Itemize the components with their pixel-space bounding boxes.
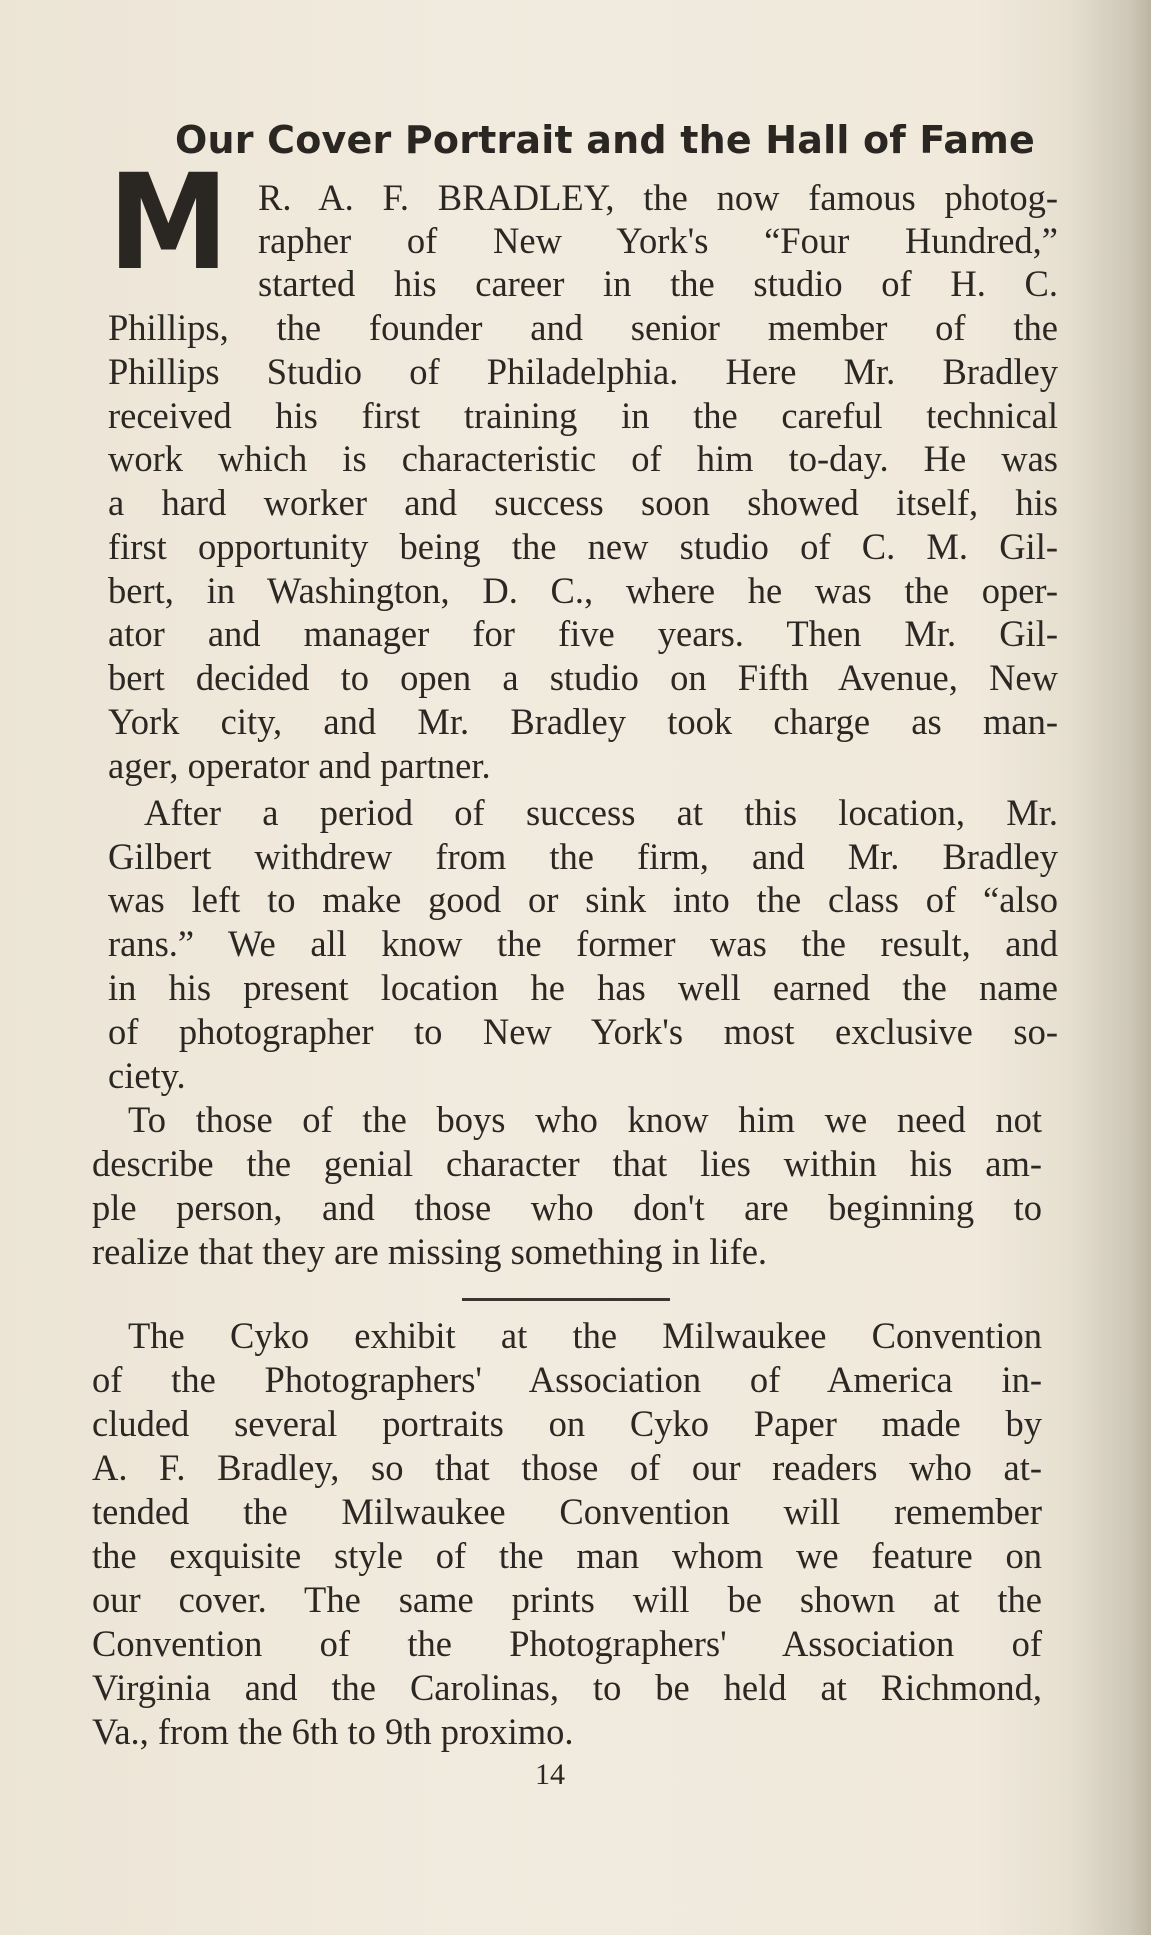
text-line: ager, operator and partner. xyxy=(108,745,491,786)
text-line: R. A. F. BRADLEY, the now famous photog- xyxy=(258,177,1058,218)
text-line: work which is characteristic of him to-day. He was xyxy=(108,438,1058,479)
text-line: ciety. xyxy=(108,1055,186,1096)
text-line: the exquisite style of the man whom we feature on xyxy=(92,1535,1042,1576)
text-line: started his career in the studio of H. C. xyxy=(258,263,1058,304)
text-line: A. F. Bradley, so that those of our readers who at- xyxy=(92,1447,1042,1488)
text-line: Convention of the Photographers' Association of xyxy=(92,1623,1042,1664)
text-line: a hard worker and success soon showed itself, his xyxy=(108,482,1058,523)
text-line: Phillips, the founder and senior member of the xyxy=(108,307,1058,348)
text-line: of photographer to New York's most exclusive so- xyxy=(108,1011,1058,1052)
text-line: rapher of New York's “Four Hundred,” xyxy=(258,220,1058,261)
text-line: Va., from the 6th to 9th proximo. xyxy=(92,1711,574,1752)
text-line: ator and manager for five years. Then Mr. Gil- xyxy=(108,613,1058,654)
section-divider xyxy=(462,1298,670,1301)
text-line: Virginia and the Carolinas, to be held at Richmond, xyxy=(92,1667,1042,1708)
text-line: rans.” We all know the former was the result, and xyxy=(108,923,1058,964)
text-line: bert, in Washington, D. C., where he was the oper- xyxy=(108,570,1058,611)
text-line: tended the Milwaukee Convention will remember xyxy=(92,1491,1042,1532)
drop-cap: M xyxy=(108,146,229,300)
text-line: describe the genial character that lies within his am- xyxy=(92,1143,1042,1184)
text-line: was left to make good or sink into the class of “also xyxy=(108,879,1058,920)
text-line: realize that they are missing something in life. xyxy=(92,1231,768,1272)
text-line: Phillips Studio of Philadelphia. Here Mr. Bradley xyxy=(108,351,1058,392)
text-line: To those of the boys who know him we need not xyxy=(128,1099,1042,1140)
text-line: first opportunity being the new studio of C. M. Gil- xyxy=(108,526,1058,567)
text-line: Gilbert withdrew from the firm, and Mr. Bradley xyxy=(108,836,1058,877)
text-line: received his first training in the careful technical xyxy=(108,395,1058,436)
article-title: Our Cover Portrait and the Hall of Fame xyxy=(175,118,1035,162)
text-line: The Cyko exhibit at the Milwaukee Convention xyxy=(128,1315,1042,1356)
text-line: ple person, and those who don't are beginning to xyxy=(92,1187,1042,1228)
text-line: cluded several portraits on Cyko Paper made by xyxy=(92,1403,1042,1444)
text-line: bert decided to open a studio on Fifth Avenue, New xyxy=(108,657,1058,698)
text-line: of the Photographers' Association of America in- xyxy=(92,1359,1042,1400)
text-line: York city, and Mr. Bradley took charge as man- xyxy=(108,701,1058,742)
text-line: in his present location he has well earned the name xyxy=(108,967,1058,1008)
text-line: After a period of success at this location, Mr. xyxy=(144,792,1058,833)
text-line: our cover. The same prints will be shown at the xyxy=(92,1579,1042,1620)
page-number: 14 xyxy=(535,1758,565,1791)
